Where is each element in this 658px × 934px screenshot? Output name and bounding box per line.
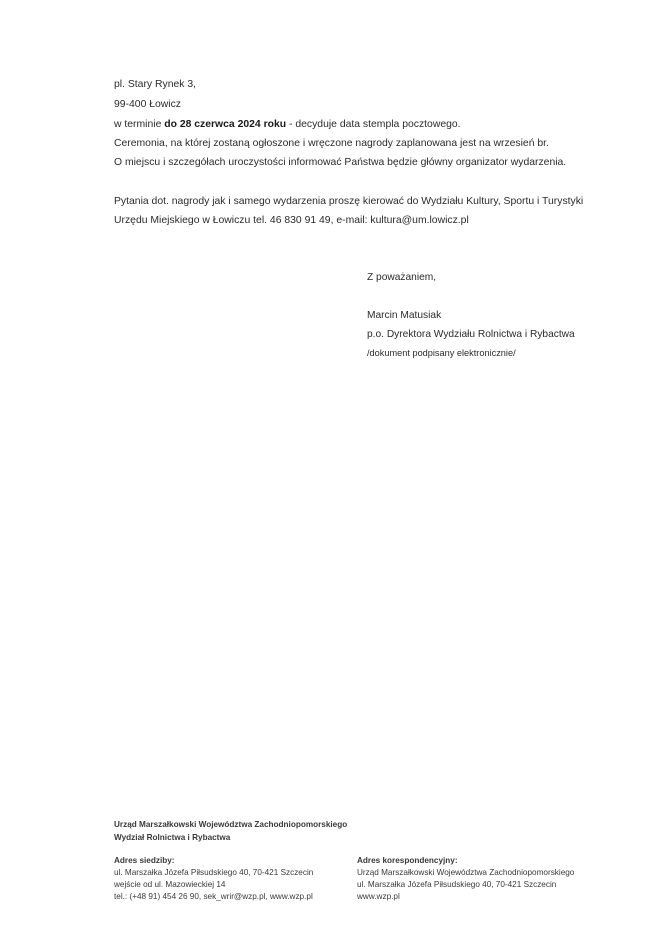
footer-correspondence-address xyxy=(357,855,574,903)
footer-seat-address xyxy=(114,855,313,903)
ceremony-line: Ceremonia, na której zostaną ogłoszone i wręczone nagrody zaplanowana jest na wrzesień br. xyxy=(114,138,549,149)
questions-line-1: Pytania dot. nagrody jak i samego wydarzenia proszę kierować do Wydziału Kultury, Sportu i Turystyki xyxy=(114,196,584,207)
correspondence-line-3: www.wzp.pl xyxy=(357,892,400,901)
address-line-street: pl. Stary Rynek 3, xyxy=(114,79,197,90)
deadline-line xyxy=(114,119,461,130)
footer-department: Wydział Rolnictwa i Rybactwa xyxy=(114,833,231,842)
signature-title: p.o. Dyrektora Wydziału Rolnictwa i Rybactwa xyxy=(367,329,575,340)
deadline-prefix: w terminie xyxy=(114,119,165,130)
seat-line-1: ul. Marszałka Józefa Piłsudskiego 40, 70-421 Szczecin xyxy=(114,868,314,877)
signature-name: Marcin Matusiak xyxy=(367,310,442,321)
correspondence-header: Adres korespondencyjny: xyxy=(357,856,458,865)
seat-line-3: tel.: (+48 91) 454 26 90, sek_wrir@wzp.pl, www.wzp.pl xyxy=(114,892,313,901)
questions-line-2: Urzędu Miejskiego w Łowiczu tel. 46 830 91 49, e-mail: kultura@um.lowicz.pl xyxy=(114,215,469,226)
signature-closing: Z poważaniem, xyxy=(367,272,437,283)
correspondence-line-2: ul. Marszałka Józefa Piłsudskiego 40, 70-421 Szczecin xyxy=(357,880,557,889)
signature-note: /dokument podpisany elektronicznie/ xyxy=(367,348,516,358)
info-line: O miejscu i szczegółach uroczystości informować Państwa będzie główny organizator wydarzenia. xyxy=(114,157,567,168)
seat-line-2: wejście od ul. Mazowieckiej 14 xyxy=(114,880,226,889)
correspondence-line-1: Urząd Marszałkowski Województwa Zachodniopomorskiego xyxy=(357,868,575,877)
seat-header: Adres siedziby: xyxy=(114,856,175,865)
deadline-date: do 28 czerwca 2024 roku xyxy=(164,119,287,130)
address-line-city: 99-400 Łowicz xyxy=(114,99,182,110)
deadline-suffix: - decyduje data stempla pocztowego. xyxy=(286,119,461,130)
footer-org-name: Urząd Marszałkowski Województwa Zachodniopomorskiego xyxy=(114,820,348,829)
